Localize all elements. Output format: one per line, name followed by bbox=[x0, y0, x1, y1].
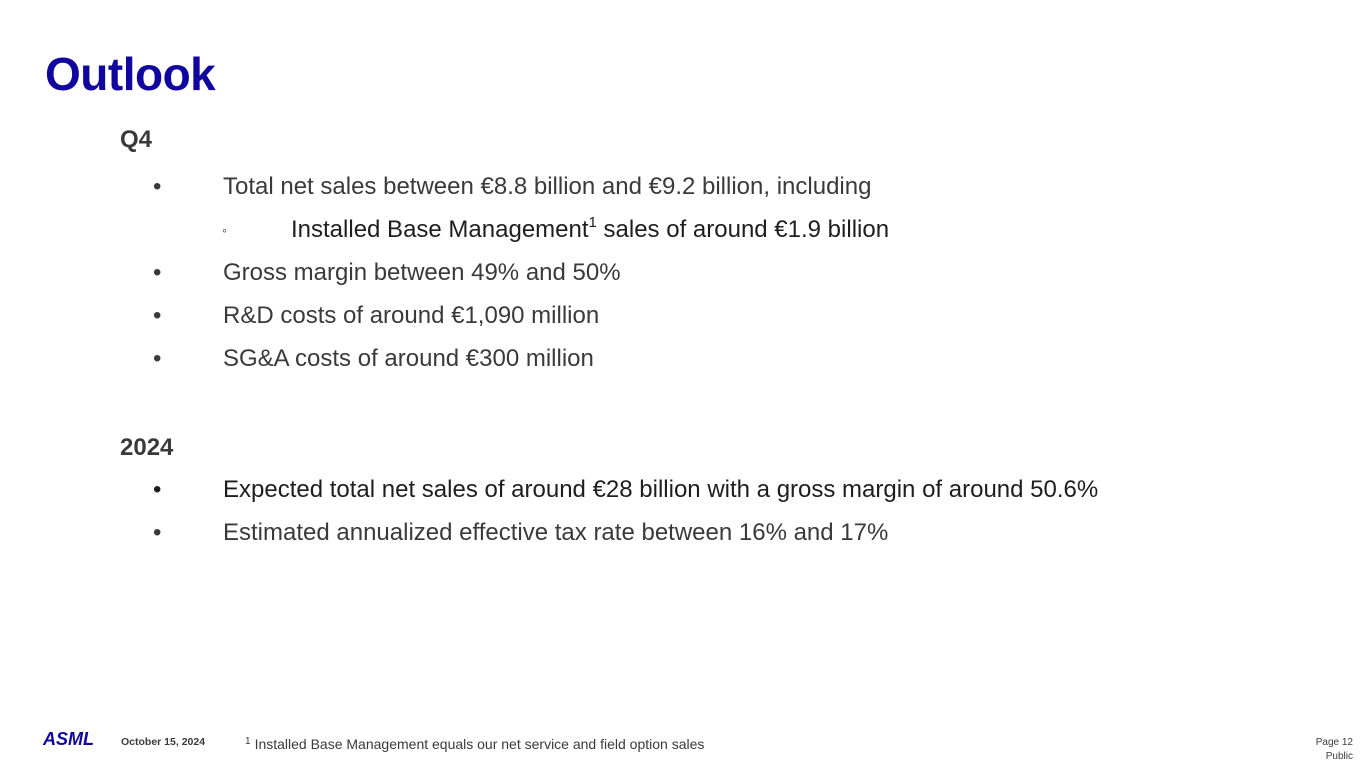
bullet-marker: • bbox=[153, 476, 162, 503]
footnote-reference: 1 bbox=[588, 214, 597, 231]
footnote-text: Installed Base Management equals our net service and field option sales bbox=[254, 736, 705, 752]
bullet-text: Total net sales between €8.8 billion and €9.2 billion, including bbox=[223, 173, 872, 200]
sub-bullet-text-before: Installed Base Management bbox=[291, 216, 589, 243]
footnote-number: 1 bbox=[245, 736, 251, 747]
bullet-text: Expected total net sales of around €28 billion with a gross margin of around 50.6% bbox=[223, 476, 1099, 503]
bullet-marker: • bbox=[153, 302, 162, 329]
sub-bullet-marker: ◦ bbox=[222, 222, 227, 238]
bullet-marker: • bbox=[153, 259, 162, 286]
asml-logo-mark bbox=[43, 729, 105, 749]
sub-bullet-text bbox=[291, 216, 889, 244]
bullet-marker: • bbox=[153, 345, 162, 372]
bullet-marker: • bbox=[153, 173, 162, 200]
page-number: Page 12 bbox=[1315, 737, 1353, 748]
sub-bullet-text-after: sales of around €1.9 billion bbox=[596, 216, 890, 243]
bullet-text: Gross margin between 49% and 50% bbox=[223, 259, 621, 286]
classification-label: Public bbox=[1325, 751, 1353, 762]
bullet-text: Estimated annualized effective tax rate between 16% and 17% bbox=[223, 519, 889, 546]
asml-logo bbox=[43, 729, 105, 754]
section-heading-2024: 2024 bbox=[120, 434, 174, 461]
asml-logo-text: ASML bbox=[43, 729, 94, 749]
section-heading-q4: Q4 bbox=[120, 126, 153, 153]
bullet-text: SG&A costs of around €300 million bbox=[223, 345, 594, 372]
footer-date: October 15, 2024 bbox=[121, 736, 206, 748]
slide-title: Outlook bbox=[45, 48, 216, 100]
footnote bbox=[245, 736, 704, 752]
bullet-text: R&D costs of around €1,090 million bbox=[223, 302, 600, 329]
bullet-marker: • bbox=[153, 519, 162, 546]
